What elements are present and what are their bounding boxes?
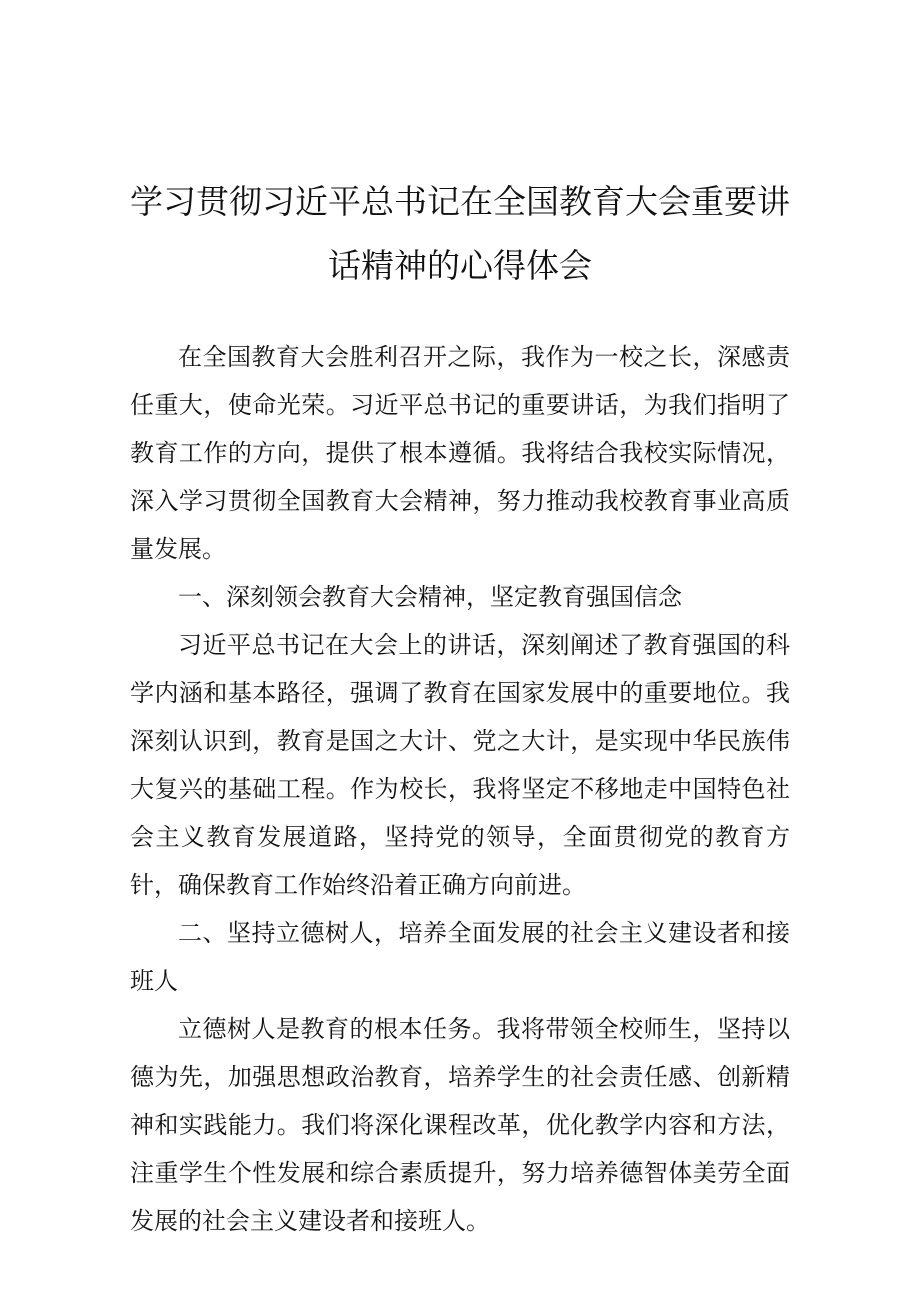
section-paragraph-2: 立德树人是教育的根本任务。我将带领全校师生，坚持以德为先，加强思想政治教育，培养学生的社会责任感、创新精神和实践能力。我们将深化课程改革，优化教学内容和方法，注重学生个性发展和综合素质提升，努力培养德智体美劳全面发展的社会主义建设者和接班人。 (130, 1015, 790, 1235)
section-heading-2: 二、坚持立德树人，培养全面发展的社会主义建设者和接班人 (130, 919, 790, 995)
section-paragraph-1: 习近平总书记在大会上的讲话，深刻阐述了教育强国的科学内涵和基本路径，强调了教育在国家发展中的重要地位。我深刻认识到，教育是国之大计、党之大计，是实现中华民族伟大复兴的基础工程。作为校长，我将坚定不移地走中国特色社会主义教育发展道路，坚持党的领导，全面贯彻党的教育方针，确保教育工作始终沿着正确方向前进。 (130, 631, 790, 899)
document-title: 学习贯彻习近平总书记在全国教育大会重要讲话精神的心得体会 (130, 182, 790, 285)
section-heading-1: 一、深刻领会教育大会精神，坚定教育强国信念 (178, 583, 682, 611)
intro-paragraph: 在全国教育大会胜利召开之际，我作为一校之长，深感责任重大，使命光荣。习近平总书记的重要讲话，为我们指明了教育工作的方向，提供了根本遵循。我将结合我校实际情况，深入学习贯彻全国教育大会精神，努力推动我校教育事业高质量发展。 (130, 343, 790, 563)
document-body (130, 333, 790, 1245)
